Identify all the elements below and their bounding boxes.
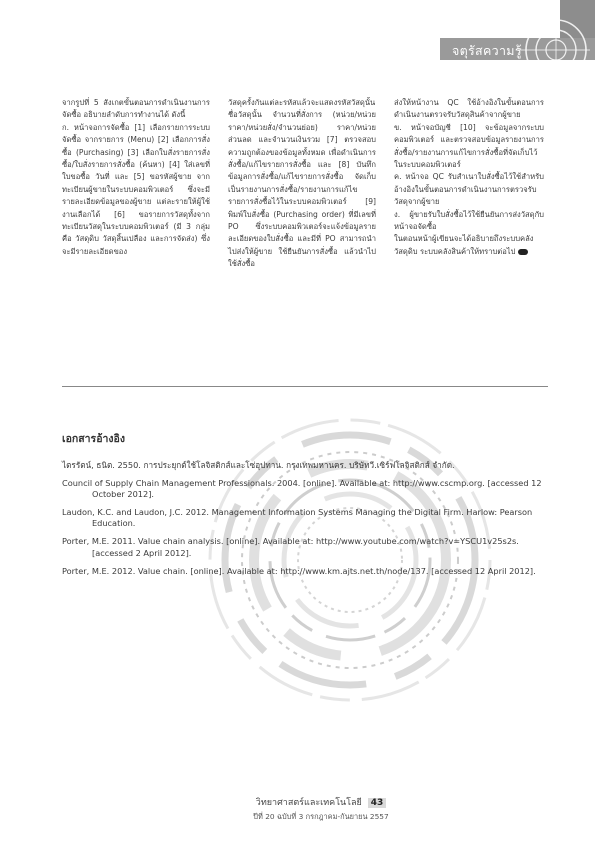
paragraph: ง. ผู้ขายรับใบสั่งซื้อไว้ใช้ยืนยันการส่งวัสดุกับหน้าจอจัดซื้อ xyxy=(394,209,544,232)
paragraph: ส่งให้หน้างาน QC ใช้อ้างอิงในขั้นตอนการดำเนินงานตรวจรับวัสดุสินค้าจากผู้ขาย xyxy=(394,98,544,120)
footer-journal-line xyxy=(226,795,416,809)
reference-item: Porter, M.E. 2012. Value chain. [online]. Available at: http://www.km.ajts.net.th/node/137. [accessed 12 April 2012]. xyxy=(62,565,536,576)
body-column-3 xyxy=(394,97,544,258)
footer-issue: ปีที่ 20 ฉบับที่ 3 กรกฎาคม-กันยายน 2557 xyxy=(253,812,389,821)
page-number: 43 xyxy=(368,798,387,808)
paragraph: จากรูปที่ 5 สังเกตขั้นตอนการดำเนินงานการจัดซื้อ อธิบายลำดับการทำงานได้ ดังนี้ xyxy=(62,98,210,120)
closing-paragraph xyxy=(394,233,544,258)
paragraph: วัสดุครั้งกันแต่ละรหัสแล้วจะแสดงรหัสวัสดุนั้น ชื่อวัสดุนั้น จำนวนที่สั่งการ (หน่วย/หน่วยราคา/หน่วยสั่ง/จำนวนย่อย) ราคา/หน่วย ส่วนลด และจำนวนเงินรวม [7] ตรวจสอบความถูกต้องของข้อมูลทั้งหมด เพื่อดำเนินการสั่งซื้อ/แก้ไขรายการสั่งซื้อ และ [8] บันทึกข้อมูลการสั่งซื้อ/แก้ไขรายการสั่งซื้อ จัดเก็บเป็นรายงานการสั่งซื้อ/รายงานการแก้ไขรายการสั่งซื้อไว้ในระบบคอมพิวเตอร์ [9] พิมพ์ใบสั่งซื้อ (Purchasing order) ที่มีเลขที่ PO ซึ่งระบบคอมพิวเตอร์จะแจ้งข้อมูลรายละเอียดของใบสั่งซื้อ และมีที่ PO สามารถนำไปส่งให้ผู้ขาย ใช้ยืนยันการสั่งซื้อ แล้วนำไปใช้สั่งซื้อ xyxy=(228,98,376,269)
reference-item: Council of Supply Chain Management Professionals. 2004. [online]. Available at: http://www.cscmp.org. [accessed 12 October 2012]. xyxy=(62,478,542,500)
paragraph: ข. หน้าจอบัญชี [10] จะข้อมูลจากระบบคอมพิวเตอร์ และตรวจสอบข้อมูลรายงานการสั่งซื้อ/รายงานการแก้ไขการสั่งซื้อที่จัดเก็บไว้ในระบบคอมพิวเตอร์ xyxy=(394,122,544,170)
reference-item: Porter, M.E. 2011. Value chain analysis. [online]. Available at: http://www.youtube.com/watch?v=YSCU1v25s2s. [accessed 2 April 2012]. xyxy=(62,536,519,558)
paragraph: ก. หน้าจอการจัดซื้อ [1] เลือกรายการระบบจัดซื้อ จากรายการ (Menu) [2] เลือกการสั่งซื้อ (Purchasing) [3] เลือกใบสั่งรายการสั่งซื้อ/ใบสั่งรายการสั่งซื้อ (ค้นหา) [4] ใส่เลขที่ใบขอซื้อ วันที่ และ [5] ขอรหัสผู้ขาย จากทะเบียนผู้ขายในระบบคอมพิวเตอร์ ซึ่งจะมีรายละเอียดข้อมูลของผู้ขาย แต่ละรายให้ผู้ใช้งานเลือกได้ [6] ขอรายการวัสดุทั้งจากทะเบียนวัสดุในระบบคอมพิวเตอร์ (มี 3 กลุ่ม คือ วัสดุดิบ วัสดุสิ้นเปลือง และการจัดส่ง) ซึ่งจะมีรายละเอียดของ xyxy=(62,122,210,256)
paragraph: ค. หน้าจอ QC รับสำเนาใบสั่งซื้อไว้ใช้สำหรับอ้างอิงในขั้นตอนการดำเนินงานการตรวจรับวัสดุจากผู้ขาย xyxy=(394,172,544,207)
end-of-article-icon xyxy=(518,249,528,255)
journal-name: วิทยาศาสตร์และเทคโนโลยี xyxy=(255,798,362,808)
references-heading: เอกสารอ้างอิง xyxy=(62,433,125,445)
section-divider xyxy=(62,386,548,387)
body-column-2 xyxy=(228,97,376,271)
reference-item: Laudon, K.C. and Laudon, J.C. 2012. Management Information Systems Managing the Digital Firm. Harlow: Pearson Education. xyxy=(62,507,533,529)
body-column-1 xyxy=(62,97,210,258)
closing-text: ในตอนหน้าผู้เขียนจะได้อธิบายถึงระบบคลังวัสดุดิบ ระบบคลังสินค้าให้ทราบต่อไป xyxy=(394,234,534,256)
section-label: จตุรัสความรู้ xyxy=(452,43,522,58)
target-icon xyxy=(518,12,590,84)
reference-item: ไตรรัตน์, ธนิต. 2550. การประยุกต์ใช้โลจิสติกส์และโซ่อุปทาน. กรุงเทพมหานคร. บริษัทวี.เซิร์ฟโลจิสติกส์ จำกัด. xyxy=(62,460,455,470)
references-list xyxy=(62,460,552,584)
